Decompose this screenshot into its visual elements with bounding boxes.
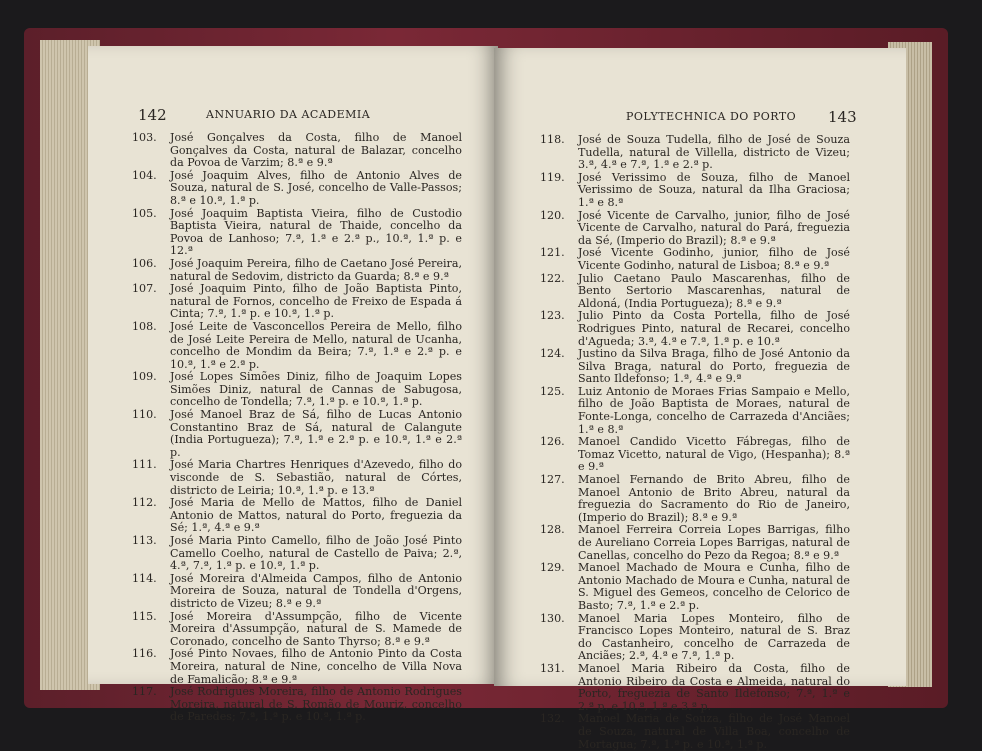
list-item bbox=[540, 661, 850, 713]
entry-number: 131. bbox=[540, 661, 565, 675]
list-item bbox=[132, 168, 462, 208]
list-item bbox=[540, 246, 850, 272]
entry-text: José Moreira d'Assumpção, filho de Vicente Moreira d'Assumpção, natural de S. Mamede de Coronado, concelho de Santo Thyrso; 8.ª e 9.ª bbox=[170, 609, 462, 648]
entry-text: José Moreira d'Almeida Campos, filho de Antonio Moreira de Souza, natural de Tondella d'Orgens, districto de Vizeu; 8.ª e 9.ª bbox=[170, 571, 462, 610]
entry-text: José Joaquim Pinto, filho de João Baptista Pinto, natural de Fornos, concelho de Freixo de Espada á Cinta; 7.ª, 1.ª p. e 10.ª, 1.ª p. bbox=[170, 282, 462, 321]
entry-number: 113. bbox=[132, 534, 157, 547]
entry-number: 108. bbox=[132, 319, 157, 333]
entry-text: José de Souza Tudella, filho de José de Souza Tudella, natural de Villella, districto de Vizeu; 3.ª, 4.ª e 7.ª, 1.ª e 2.ª p. bbox=[578, 133, 850, 172]
entry-number: 106. bbox=[132, 256, 157, 270]
list-item bbox=[132, 256, 462, 283]
entry-text: José Pinto Novaes, filho de Antonio Pinto da Costa Moreira, natural de Nine, concelho de Villa Nova de Famalicão; 8.ª e 9.ª bbox=[170, 647, 462, 686]
entry-number: 130. bbox=[540, 611, 565, 625]
entry-text: Justino da Silva Braga, filho de José Antonio da Silva Braga, natural do Porto, freguezia de Santo Ildefonso; 1.ª, 4.ª e 9.ª bbox=[578, 347, 850, 386]
entry-text: José Rodrigues Moreira, filho de Antonio Rodrigues Moreira, natural de S. Romão de Mouriz, concelho de Paredes; 7.ª, 1.ª p. e 10.ª, 1.ª p. bbox=[170, 685, 462, 724]
entry-text: Manoel Maria Lopes Monteiro, filho de Francisco Lopes Monteiro, natural de S. Braz do Castanheiro, concelho de Carrazeda de Anciães; 2.ª, 4.ª e 7.ª, 1.ª p. bbox=[578, 611, 850, 663]
list-item bbox=[132, 131, 462, 170]
entry-text: José Manoel Braz de Sá, filho de Lucas Antonio Constantino Braz de Sá, natural de Calangute (India Portugueza); 7.ª, 1.ª e 2.ª p. e 10.ª, 1.ª e 2.ª p. bbox=[170, 408, 462, 459]
entry-number: 110. bbox=[132, 408, 157, 422]
entry-number: 103. bbox=[132, 131, 157, 144]
list-item bbox=[540, 170, 850, 210]
left-running-head: ANNUARIO DA ACADEMIA bbox=[206, 108, 371, 121]
list-item bbox=[132, 370, 462, 409]
list-item bbox=[540, 133, 850, 172]
entry-number: 125. bbox=[540, 384, 565, 398]
entry-number: 132. bbox=[540, 712, 565, 726]
entry-number: 126. bbox=[540, 435, 565, 449]
entry-text: Manoel Machado de Moura e Cunha, filho de Antonio Machado de Moura e Cunha, natural de S. Miguel des Gemeos, concelho de Celorico de Basto; 7.ª, 1.ª e 2.ª p. bbox=[578, 561, 850, 612]
list-item bbox=[540, 473, 850, 524]
entry-text: Manoel Fernando de Brito Abreu, filho de Manoel Antonio de Brito Abreu, natural da freguezia do Sacramento do Rio de Janeiro, (Imperio do Brazil); 8.ª e 9.ª bbox=[578, 473, 850, 524]
list-item bbox=[132, 206, 462, 258]
list-item bbox=[540, 561, 850, 612]
entry-text: Julio Pinto da Costa Portella, filho de José Rodrigues Pinto, natural de Recarei, concelho d'Agueda; 3.ª, 4.ª e 7.ª, 1.ª p. e 10.ª bbox=[578, 309, 850, 348]
list-item bbox=[132, 647, 462, 686]
entry-text: José Joaquim Alves, filho de Antonio Alves de Souza, natural de S. José, concelho de Valle-Passos; 8.ª e 10.ª, 1.ª p. bbox=[170, 168, 462, 207]
entry-text: Manoel Ferreira Correia Lopes Barrigas, filho de Aureliano Correia Lopes Barrigas, natural de Canellas, concelho do Pezo da Regoa; 8.ª e 9.ª bbox=[578, 523, 850, 562]
entry-text: José Vicente de Carvalho, junior, filho de José Vicente de Carvalho, natural do Pará, freguezia da Sé, (Imperio do Brazil); 8.ª e 9.ª bbox=[578, 208, 850, 247]
entry-text: José Vicente Godinho, junior, filho de José Vicente Godinho, natural de Lisboa; 8.ª e 9.ª bbox=[578, 246, 850, 272]
entry-text: Julio Caetano Paulo Mascarenhas, filho de Bento Sertorio Mascarenhas, natural de Aldoná, (India Portugueza); 8.ª e 9.ª bbox=[578, 271, 850, 310]
entry-text: José Maria de Mello de Mattos, filho de Daniel Antonio de Mattos, natural do Porto, freguezia da Sé; 1.ª, 4.ª e 9.ª bbox=[170, 496, 462, 535]
list-item bbox=[132, 609, 462, 649]
entry-text: José Verissimo de Souza, filho de Manoel Verissimo de Souza, natural da Ilha Graciosa; 1.ª e 8.ª bbox=[578, 170, 850, 209]
list-item bbox=[540, 208, 850, 248]
list-item bbox=[540, 271, 850, 311]
entry-number: 116. bbox=[132, 647, 157, 661]
entry-number: 114. bbox=[132, 571, 157, 585]
entry-number: 111. bbox=[132, 458, 157, 472]
entry-number: 105. bbox=[132, 206, 157, 220]
entry-number: 121. bbox=[540, 246, 565, 260]
entry-number: 109. bbox=[132, 370, 157, 384]
list-item bbox=[540, 611, 850, 663]
entry-number: 107. bbox=[132, 282, 157, 296]
entry-number: 118. bbox=[540, 133, 565, 146]
entry-number: 115. bbox=[132, 609, 157, 623]
right-running-head: POLYTECHNICA DO PORTO bbox=[626, 110, 797, 123]
entry-text: José Gonçalves da Costa, filho de Manoel Gonçalves da Costa, natural de Balazar, concelho da Povoa de Varzim; 8.ª e 9.ª bbox=[170, 131, 462, 170]
entry-text: José Lopes Simões Diniz, filho de Joaquim Lopes Simões Diniz, natural de Cannas de Sabugosa, concelho de Tondella; 7.ª, 1.ª p. e 10.ª, 1.ª p. bbox=[170, 370, 462, 409]
list-item bbox=[540, 435, 850, 474]
entry-number: 104. bbox=[132, 168, 157, 182]
entry-number: 123. bbox=[540, 309, 565, 323]
entry-text: José Joaquim Baptista Vieira, filho de Custodio Baptista Vieira, natural de Thaide, concelho da Povoa de Lanhoso; 7.ª, 1.ª e 2.ª p., 10.ª, 1.ª p. e 12.ª bbox=[170, 206, 462, 258]
entry-text: José Maria Pinto Camello, filho de João José Pinto Camello Coelho, natural de Castello de Paiva; 2.ª, 4.ª, 7.ª, 1.ª p. e 10.ª, 1.ª p. bbox=[170, 534, 462, 573]
entry-number: 112. bbox=[132, 496, 157, 510]
entry-number: 128. bbox=[540, 523, 565, 537]
entry-text: José Maria Chartres Henriques d'Azevedo, filho do visconde de S. Sebastião, natural de Córtes, districto de Leiria; 10.ª, 1.ª p. e 13.ª bbox=[170, 458, 462, 497]
entry-number: 129. bbox=[540, 561, 565, 575]
list-item bbox=[132, 496, 462, 535]
entry-text: Manoel Maria de Souza, filho de José Manoel de Souza, natural de Villa Boa, concelho de Mortagua; 7.ª, 1.ª p. e 10.ª, 1.ª p. bbox=[578, 712, 850, 751]
list-item bbox=[132, 571, 462, 611]
entry-number: 127. bbox=[540, 473, 565, 487]
left-entry-list bbox=[132, 131, 462, 724]
entry-text: José Joaquim Pereira, filho de Caetano José Pereira, natural de Sedovim, districto da Guarda; 8.ª e 9.ª bbox=[170, 256, 462, 283]
list-item bbox=[132, 319, 462, 371]
right-page-number: 143 bbox=[828, 108, 857, 126]
entry-number: 119. bbox=[540, 170, 565, 184]
list-item bbox=[540, 523, 850, 562]
list-item bbox=[540, 347, 850, 386]
list-item bbox=[540, 384, 850, 436]
entry-text: Manoel Candido Vicetto Fábregas, filho de Tomaz Vicetto, natural de Vigo, (Hespanha); 8.ª e 9.ª bbox=[578, 435, 850, 474]
list-item bbox=[132, 685, 462, 724]
entry-number: 122. bbox=[540, 271, 565, 285]
list-item bbox=[540, 712, 850, 751]
list-item bbox=[132, 534, 462, 573]
entry-text: José Leite de Vasconcellos Pereira de Mello, filho de José Leite Pereira de Mello, natural de Ucanha, concelho de Mondim da Beira; 7.ª, 1.ª e 2.ª p. e 10.ª, 1.ª e 2.ª p. bbox=[170, 319, 462, 371]
entry-text: Luiz Antonio de Moraes Frias Sampaio e Mello, filho de João Baptista de Moraes, natural de Fonte-Longa, concelho de Carrazeda d'Anciães; 1.ª e 8.ª bbox=[578, 384, 850, 436]
right-page bbox=[494, 48, 906, 751]
entry-number: 120. bbox=[540, 208, 565, 222]
list-item bbox=[132, 282, 462, 321]
left-page bbox=[88, 46, 498, 724]
entry-text: Manoel Maria Ribeiro da Costa, filho de Antonio Ribeiro da Costa e Almeida, natural do Porto, freguezia de Santo Ildefonso; 7.ª, 1.ª e 2.ª p. e 10.ª, 1.ª e 3.ª p. bbox=[578, 661, 850, 713]
right-entry-list bbox=[540, 133, 850, 751]
list-item bbox=[132, 458, 462, 497]
left-page-number: 142 bbox=[138, 106, 167, 124]
entry-number: 117. bbox=[132, 685, 157, 699]
list-item bbox=[132, 408, 462, 459]
list-item bbox=[540, 309, 850, 348]
entry-number: 124. bbox=[540, 347, 565, 361]
